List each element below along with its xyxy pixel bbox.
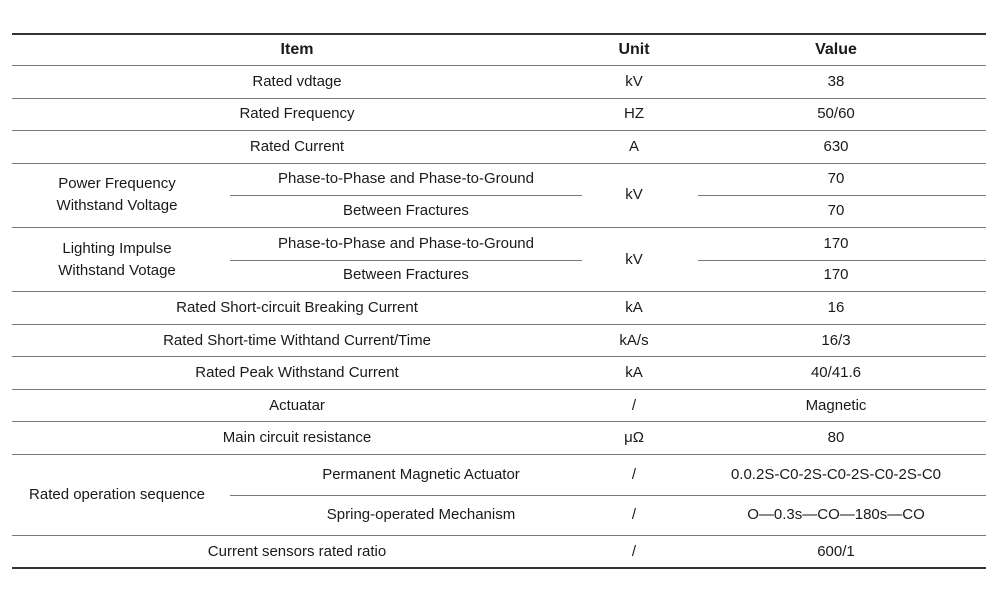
row-item-label: Rated Frequency [239,105,355,123]
row-value: 38 [827,72,845,90]
row-item-label: Actuatar [269,396,325,414]
row-value: 70 [827,170,845,188]
row-value: 600/1 [817,542,855,560]
row-item-label: Rated Short-circuit Breaking Current [176,299,418,317]
row-value: 40/41.6 [810,364,862,382]
row-unit: / [631,542,637,560]
row-sub-item-label: Spring-operated Mechanism [326,505,516,523]
row-value: O—0.3s—CO—180s—CO [747,505,925,523]
table-bottom-border [12,567,986,569]
row-value: 630 [823,137,849,155]
row-group-label: Power Frequency Withstand Voltage [56,175,178,215]
header-value: Value [815,41,857,58]
row-unit: kA/s [619,331,649,349]
row-group-label: Lighting Impulse Withstand Votage [58,239,176,279]
row-item-label: Rated vdtage [252,72,342,90]
row-item-label: Current sensors rated ratio [207,542,387,560]
row-unit: kV [625,72,643,90]
row-value: 16 [827,299,845,317]
row-item-label: Rated Peak Withstand Current [195,364,399,382]
row-value: 80 [827,429,845,447]
row-item-label: Rated Short-time Withtand Current/Time [163,331,431,349]
row-unit: kV [625,186,643,204]
row-unit: HZ [624,105,644,123]
row-unit: A [628,137,639,155]
row-value: 50/60 [817,105,855,123]
header-item: Item [280,41,314,58]
row-value: 16/3 [821,331,851,349]
row-unit: kA [625,364,643,382]
row-sub-item-label: Between Fractures [343,202,469,220]
row-item-label: Main circuit resistance [222,429,372,447]
row-value: 170 [823,266,849,284]
row-sub-item-label: Permanent Magnetic Actuator [322,465,520,483]
row-unit: kV [625,250,643,268]
row-unit: μΩ [624,429,644,447]
row-group-label: Rated operation sequence [29,485,205,503]
row-sub-item-label: Between Fractures [343,266,469,284]
row-item-label: Rated Current [249,137,345,155]
row-value: 70 [827,202,845,220]
row-unit: kA [625,299,643,317]
row-sub-item-label: Phase-to-Phase and Phase-to-Ground [278,170,534,188]
row-sub-item-label: Phase-to-Phase and Phase-to-Ground [278,234,534,252]
row-unit: / [631,396,637,414]
spec-table [12,33,986,560]
row-unit: / [631,505,637,523]
row-value: 0.0.2S-C0-2S-C0-2S-C0-2S-C0 [730,465,942,483]
row-value: 170 [823,234,849,252]
header-unit: Unit [618,41,650,58]
row-value: Magnetic [805,396,867,414]
row-unit: / [631,465,637,483]
